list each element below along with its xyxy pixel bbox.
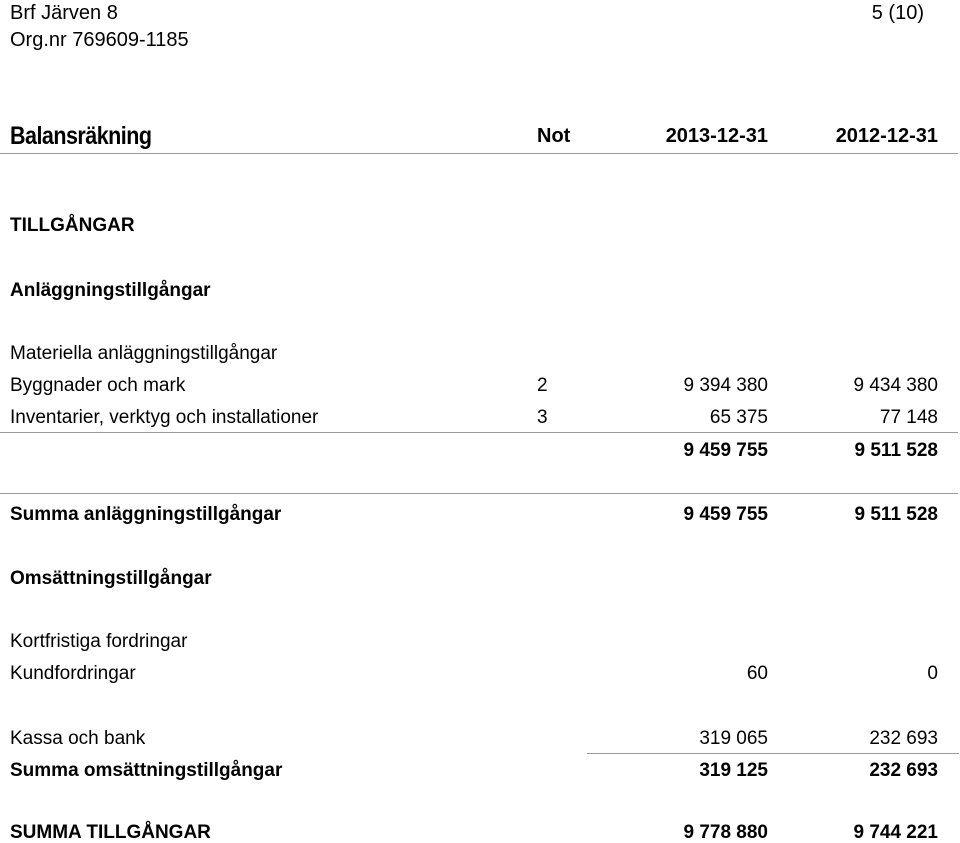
org-name: Brf Järven 8 — [10, 2, 118, 24]
grand-total-2012: 9 744 221 — [853, 822, 938, 843]
row-label-buildings: Byggnader och mark — [10, 375, 186, 396]
row-value-buildings-2013: 9 394 380 — [683, 375, 768, 396]
column-header-year-1: 2013-12-31 — [665, 125, 768, 147]
page-title: Balansräkning — [10, 122, 152, 150]
row-value-inventory-2013: 65 375 — [709, 407, 768, 428]
current-assets-total-2013: 319 125 — [699, 760, 768, 781]
fixed-assets-total-2013: 9 459 755 — [683, 504, 768, 525]
fixed-assets-heading: Anläggningstillgångar — [10, 280, 211, 301]
column-header-year-2: 2012-12-31 — [835, 125, 938, 147]
row-note-inventory: 3 — [537, 407, 548, 428]
subtotal-value-2012: 9 511 528 — [854, 440, 938, 461]
row-note-buildings: 2 — [537, 375, 548, 396]
header-divider — [0, 153, 958, 154]
row-label-inventory: Inventarier, verktyg och installationer — [10, 407, 319, 428]
current-assets-total-label: Summa omsättningstillgångar — [10, 760, 283, 781]
row-value-receivables-2012: 0 — [927, 663, 938, 684]
row-label-receivables: Kundfordringar — [10, 663, 136, 684]
page-number: 5 (10) — [871, 2, 924, 24]
row-value-buildings-2012: 9 434 380 — [853, 375, 938, 396]
current-assets-divider — [587, 753, 959, 754]
section-title: TILLGÅNGAR — [10, 215, 135, 236]
org-number: Org.nr 769609-1185 — [10, 29, 189, 51]
current-assets-heading: Omsättningstillgångar — [10, 568, 212, 589]
row-value-cash-2012: 232 693 — [869, 728, 938, 749]
row-value-inventory-2012: 77 148 — [879, 407, 938, 428]
grand-total-label: SUMMA TILLGÅNGAR — [10, 822, 211, 843]
current-assets-subheading: Kortfristiga fordringar — [10, 631, 188, 652]
column-header-note: Not — [537, 125, 571, 147]
subtotal-value-2013: 9 459 755 — [683, 440, 768, 461]
row-value-receivables-2013: 60 — [746, 663, 768, 684]
fixed-assets-subheading: Materiella anläggningstillgångar — [10, 343, 278, 364]
row-value-cash-2013: 319 065 — [699, 728, 768, 749]
total-divider — [0, 493, 958, 494]
fixed-assets-total-label: Summa anläggningstillgångar — [10, 504, 282, 525]
grand-total-2013: 9 778 880 — [683, 822, 768, 843]
subtotal-divider — [0, 432, 958, 433]
row-label-cash: Kassa och bank — [10, 728, 146, 749]
fixed-assets-total-2012: 9 511 528 — [854, 504, 938, 525]
current-assets-total-2012: 232 693 — [869, 760, 938, 781]
